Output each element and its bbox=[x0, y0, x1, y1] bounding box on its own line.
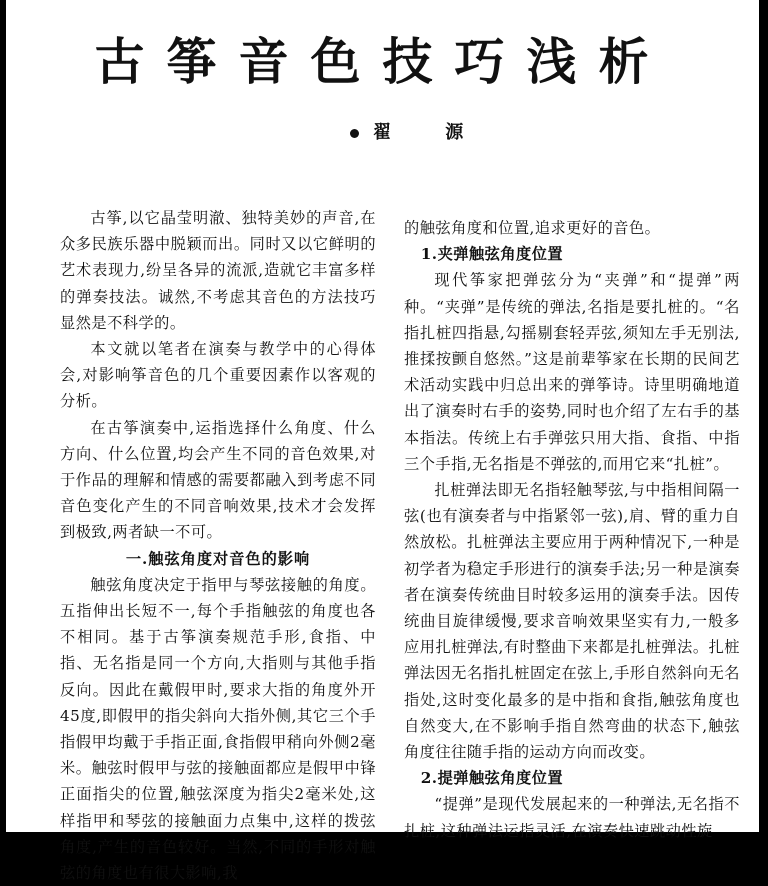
section-heading: 一.触弦角度对音色的影响 bbox=[125, 549, 311, 568]
author-line bbox=[350, 118, 487, 144]
paragraph: 古筝,以它晶莹明澈、独特美妙的声音,在众多民族乐器中脱颖而出。同时又以它鲜明的艺术表现力,纷呈各异的流派,造就它丰富多样的弹奏技法。诚然,不考虑其音色的方法技巧显然是不科学的。 bbox=[60, 209, 376, 332]
paragraph: 现代筝家把弹弦分为“夹弹”和“提弹”两种。“夹弹”是传统的弹法,名指是要扎桩的。“名指扎桩四指悬,勾摇剔套轻弄弦,须知左手无别法,推揉按颤自悠然。”这是前辈筝家在长期的民间艺术活动实践中归总出来的弹筝诗。诗里明确地道出了演奏时右手的姿势,同时也介绍了左右手的基本指法。传统上右手弹弦只用大指、食指、中指三个手指,无名指是不弹弦的,而用它来“扎桩”。 bbox=[404, 271, 740, 473]
subsection-heading: 1.夹弹触弦角度位置 bbox=[420, 245, 564, 264]
paragraph: 本文就以笔者在演奏与教学中的心得体会,对影响筝音色的几个重要因素作以客观的分析。 bbox=[60, 340, 376, 411]
paragraph: 扎桩弹法即无名指轻触琴弦,与中指相间隔一弦(也有演奏者与中指紧邻一弦),肩、臂的重力自然放松。扎桩弹法主要应用于两种情况下,一种是初学者为稳定手形进行的演奏手法;另一种是演奏者在演奏传统曲目时较多运用的演奏手法。因传统曲目旋律缓慢,要求音响效果坚实有力,一般多应用扎桩弹法,有时整曲下来都是扎桩弹法。扎桩弹法因无名指扎桩固定在弦上,手形自然斜向无名指处,这时变化最多的是中指和食指,触弦角度也自然变大,在不影响手指自然弯曲的状态下,触弦角度往往随手指的运动方向而改变。 bbox=[404, 481, 740, 762]
subsection-heading: 2.提弹触弦角度位置 bbox=[420, 769, 564, 788]
paragraph: 触弦角度决定于指甲与琴弦接触的角度。五指伸出长短不一,每个手指触弦的角度也各不相同。基于古筝演奏规范手形,食指、中指、无名指是同一个方向,大指则与其他手指反向。因此在戴假甲时,要求大指的角度外开45度,即假甲的指尖斜向大指外侧,其它三个手指假甲均戴于手指正面,食指假甲稍向外侧2毫米。触弦时假甲与弦的接触面都应是假甲中锋正面指尖的位置,触弦深度为指尖2毫米处,这样指甲和琴弦的接触面力点集中,这样的拨弦角度,产生的音色较好。当然,不同的手形对触弦的角度也有很大影响,我 bbox=[60, 575, 376, 883]
bullet-icon bbox=[350, 129, 359, 138]
right-column bbox=[404, 215, 740, 844]
author-name: 翟 源 bbox=[373, 122, 488, 143]
paragraph: 在古筝演奏中,运指选择什么角度、什么方向、什么位置,均会产生不同的音色效果,对于作品的理解和情感的需要都融入到考虑不同音色变化产生的不同音响效果,技术才会发挥到极致,两者缺一不可。 bbox=[60, 418, 376, 542]
left-column bbox=[60, 205, 376, 886]
paragraph: “提弹”是现代发展起来的一种弹法,无名指不扎桩,这种弹法运指灵活,在演奏快速跳动性旋 bbox=[404, 795, 740, 840]
article-page bbox=[6, 0, 759, 883]
paragraph: 的触弦角度和位置,追求更好的音色。 bbox=[404, 219, 661, 237]
article-title: 古筝音色技巧浅析 bbox=[94, 33, 671, 91]
